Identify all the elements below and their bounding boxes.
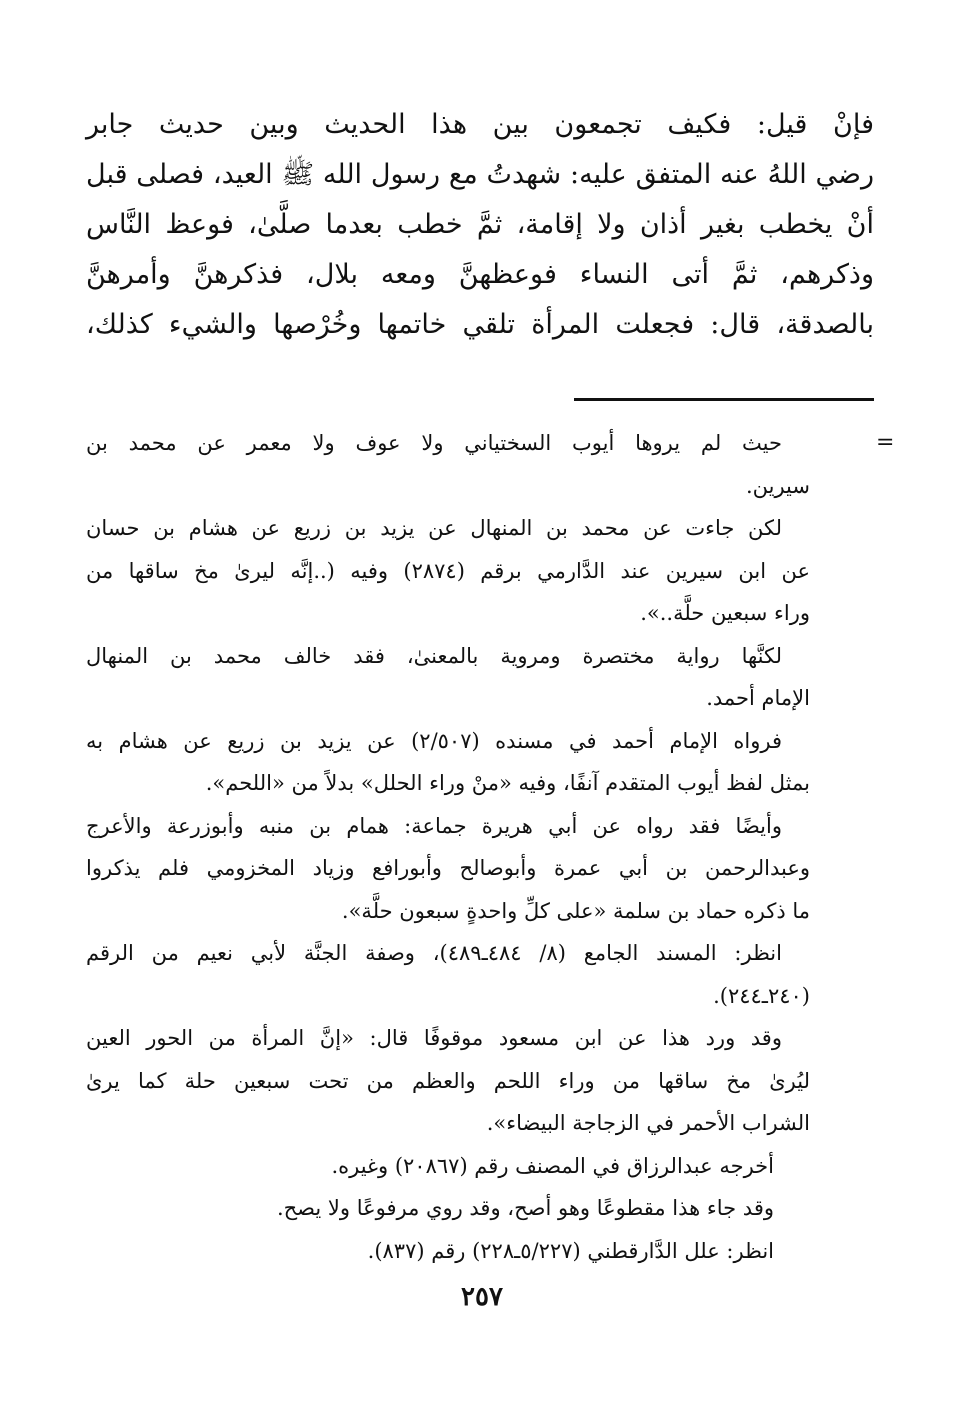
footnote-paragraph [86,422,810,507]
footnote-line: عن ابن سيرين عند الدَّارمي برقم (٢٨٧٤) وفيه (..إنَّه ليرىٰ مخ ساقها من [86,558,810,583]
footnote-line: وأيضًا فقد رواه عن أبي هريرة جماعة: همام بن منبه وأبوزرعة والأعرج [86,813,782,838]
footnote-paragraph [86,507,810,635]
main-text-line: بالصدقة، قال: فجعلت المرأة تلقي خاتمها وخُرْصها والشيء كذلك، [86,309,874,340]
footnotes [86,422,810,1272]
footnote-line: ليُرىٰ مخ ساقها من وراء اللحم والعظم من تحت سبعين حلة كما يرىٰ [86,1068,810,1093]
footnote-line: لكنَّها رواية مختصرة ومروية بالمعنىٰ، فقد خالف محمد بن المنهال [86,643,782,668]
main-text [86,100,874,350]
footnote-indented-line: انظر: علل الدَّارقطني (٥/٢٢٧ـ٢٢٨) رقم (٨٣٧). [367,1238,774,1263]
footnote-line: ما ذكره حماد بن سلمة «على كلِّ واحدةٍ سبعون حلَّة». [341,898,810,923]
main-text-line: فإنْ قيل: فكيف تجمعون بين هذا الحديث وبين حديث جابر [86,109,874,140]
footnote-line: (٢٤٠ـ٢٤٤). [713,983,810,1008]
footnote-line: سيرين. [745,473,810,498]
footnote-line: لكن جاءت عن محمد بن المنهال عن يزيد بن زريع عن هشام بن حسان [86,516,782,540]
footnote-paragraph [86,720,810,805]
footnote-indented-block [86,1145,810,1273]
footnote-line: بمثل لفظ أيوب المتقدم آنفًا، وفيه «منْ وراء الحلل» بدلاً من «اللحم». [205,771,810,795]
footnote-continuation-mark: = [876,430,895,455]
footnote-line: وعبدالرحمن بن أبي عمرة وأبوصالح وأبورافع وزياد المخزومي فلم يذكروا [86,856,810,880]
footnote-line: الإمام أحمد. [706,686,810,710]
footnote-paragraph [86,805,810,933]
footnote-line: الشراب الأحمر في الزجاجة البيضاء». [486,1111,810,1135]
page-number: ٢٥٧ [461,1282,503,1312]
footnote-line: وراء سبعين حلَّة..». [640,601,810,625]
footnote-paragraph [86,932,810,1017]
footnote-indented-line: أخرجه عبدالرزاق في المصنف رقم (٢٠٨٦٧) وغيره. [331,1153,774,1178]
footnote-indented-line: وقد جاء هذا مقطوعًا وهو أصح، وقد روي مرفوعًا ولا يصح. [276,1196,774,1220]
footnote-line: وقد ورد هذا عن ابن مسعود موقوفًا قال: «إنَّ المرأة من الحور العين [86,1026,782,1050]
main-text-line: وذكرهم، ثمَّ أتى النساء فوعظهنَّ ومعه بلال، فذكرهنَّ وأمرهنَّ [86,259,874,290]
footnote-line: انظر: المسند الجامع (٨/ ٤٨٤ـ٤٨٩)، وصفة الجنَّة لأبي نعيم من الرقم [86,941,782,965]
footnote-line: حيث لم يروها أيوب السختياني ولا عوف ولا معمر عن محمد بن [86,431,782,455]
main-text-line: رضي اللهُ عنه المتفق عليه: شهدتُ مع رسول الله ﷺ العيد، فصلى قبل [86,159,874,190]
footnote-separator [574,398,874,401]
main-text-line: أنْ يخطب بغير أذان ولا إقامة، ثمَّ خطب بعدما صلَّىٰ، فوعظ النَّاس [86,209,874,240]
footnote-line: فرواه الإمام أحمد في مسنده (٢/٥٠٧) عن يزيد بن زريع عن هشام به [86,728,782,753]
footnote-paragraph [86,635,810,720]
footnote-paragraph [86,1017,810,1145]
